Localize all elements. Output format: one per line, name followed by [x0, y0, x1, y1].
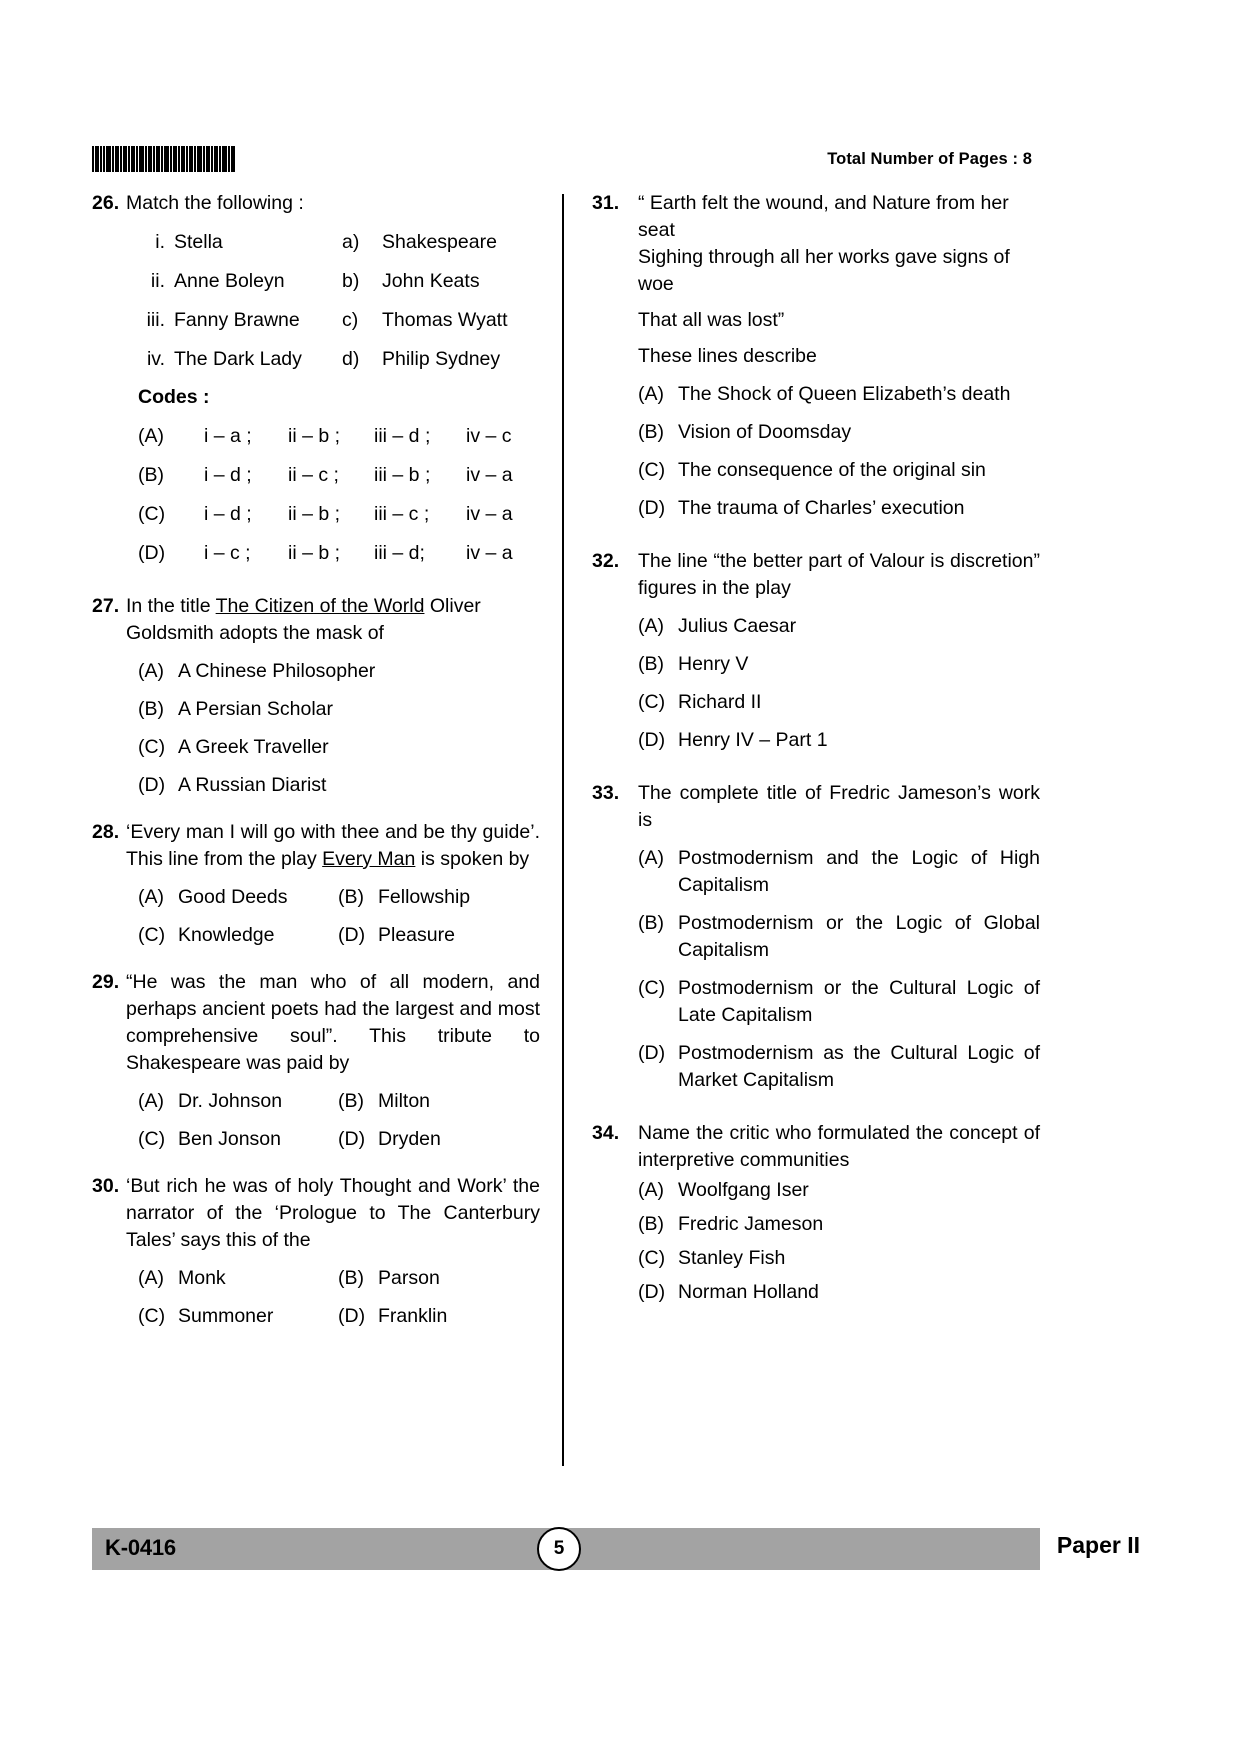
page-header: [92, 140, 1032, 186]
option-row: [138, 1126, 540, 1153]
option-key: (A): [138, 886, 164, 908]
option-value: Good Deeds: [178, 886, 288, 908]
code-pair-4: iv – a: [466, 464, 513, 486]
option-value: Parson: [378, 1267, 440, 1289]
option-row: [638, 910, 1040, 964]
code-pair-1: i – a ;: [204, 425, 252, 447]
barcode: [92, 146, 236, 172]
match-right-item: Philip Sydney: [382, 348, 501, 370]
option-value: Julius Caesar: [678, 615, 797, 637]
match-left-item: Anne Boleyn: [174, 270, 285, 292]
match-row: [138, 340, 540, 379]
match-letter: c): [342, 309, 359, 331]
stem-pre: In the title: [126, 595, 216, 617]
option-row: [138, 922, 540, 949]
option-value: A Greek Traveller: [178, 736, 329, 758]
option-value: Postmodernism and the Logic of High Capitalism: [678, 847, 1040, 896]
option-value: Postmodernism as the Cultural Logic of Market Capitalism: [678, 1042, 1040, 1091]
option-row: [638, 975, 1040, 1029]
option-value: Fellowship: [378, 886, 471, 908]
option-list: [638, 613, 1040, 754]
option-key: (B): [638, 912, 664, 934]
code-pair-2: ii – b ;: [288, 425, 341, 447]
question-number: 28.: [92, 821, 120, 843]
option-value: A Russian Diarist: [178, 774, 327, 796]
option-key: (A): [638, 615, 664, 637]
stem-underlined-title: The Citizen of the World: [215, 595, 425, 617]
poem-line: That all was lost”: [638, 309, 785, 331]
match-letter: a): [342, 231, 360, 253]
option-key: (D): [638, 497, 666, 519]
code-key: (A): [138, 425, 164, 447]
option-list: [138, 884, 540, 949]
option-value: Norman Holland: [678, 1281, 819, 1303]
code-pair-1: i – d ;: [204, 464, 252, 486]
option-value: The Shock of Queen Elizabeth’s death: [678, 383, 1011, 405]
option-value: Henry IV – Part 1: [678, 729, 828, 751]
page-number-badge: 5: [537, 1527, 581, 1571]
option-key: (A): [638, 383, 664, 405]
question-stem: “He was the man who of all modern, and perhaps ancient poets had the largest and most comprehensive soul”. This tribute to Shakespeare was paid by: [126, 971, 540, 1074]
match-roman: i.: [155, 231, 165, 253]
option-key: (B): [138, 698, 164, 720]
option-row: [638, 1211, 1040, 1238]
option-key: (D): [338, 924, 366, 946]
option-row: [138, 772, 540, 799]
option-key: (C): [638, 459, 666, 481]
option-key: (C): [638, 1247, 666, 1269]
option-key: (D): [638, 1281, 666, 1303]
code-key: (D): [138, 542, 166, 564]
code-pair-4: iv – c: [466, 425, 512, 447]
option-row: [638, 419, 1040, 446]
option-row: [638, 651, 1040, 678]
match-right-item: Thomas Wyatt: [382, 309, 508, 331]
match-right-item: John Keats: [382, 270, 480, 292]
option-key: (B): [638, 653, 664, 675]
option-value: Ben Jonson: [178, 1128, 281, 1150]
option-row: [138, 1265, 540, 1292]
option-row: [638, 1245, 1040, 1272]
question-number: 34.: [592, 1122, 620, 1144]
stem-pre: ‘Every man I will go with thee and be thy guide’. This line from the play: [126, 821, 540, 870]
code-key: (C): [138, 503, 166, 525]
code-option: [138, 495, 540, 534]
code-key: (B): [138, 464, 164, 486]
stem-post: is spoken by: [415, 848, 530, 870]
question-29: [92, 969, 540, 1153]
option-row: [138, 734, 540, 761]
option-value: Fredric Jameson: [678, 1213, 824, 1235]
option-key: (D): [638, 729, 666, 751]
question-26: [92, 190, 540, 573]
option-value: The consequence of the original sin: [678, 459, 986, 481]
option-row: [638, 381, 1040, 408]
code-pair-2: ii – b ;: [288, 542, 341, 564]
option-list: [638, 845, 1040, 1094]
footer-paper-code: K-0416: [105, 1535, 176, 1560]
option-value: The trauma of Charles’ execution: [678, 497, 965, 519]
right-column: [592, 190, 1040, 1480]
code-pair-4: iv – a: [466, 542, 513, 564]
option-key: (D): [638, 1042, 666, 1064]
option-key: (A): [138, 1267, 164, 1289]
question-number: 27.: [92, 595, 120, 617]
question-stem: The line “the better part of Valour is discretion” figures in the play: [638, 550, 1040, 599]
code-pair-3: iii – b ;: [374, 464, 431, 486]
option-value: Vision of Doomsday: [678, 421, 852, 443]
question-31: [592, 190, 1040, 522]
option-key: (A): [138, 1090, 164, 1112]
code-option: [138, 417, 540, 456]
question-number: 31.: [592, 192, 620, 214]
match-table: [138, 223, 540, 379]
code-pair-3: iii – d;: [374, 542, 425, 564]
option-key: (D): [338, 1305, 366, 1327]
option-value: A Persian Scholar: [178, 698, 334, 720]
option-value: Dryden: [378, 1128, 441, 1150]
option-row: [638, 689, 1040, 716]
question-columns: [92, 190, 1040, 1480]
question-number: 26.: [92, 192, 120, 214]
option-value: Knowledge: [178, 924, 275, 946]
option-key: (D): [338, 1128, 366, 1150]
option-key: (B): [638, 421, 664, 443]
option-key: (C): [638, 691, 666, 713]
codes-label: Codes :: [138, 386, 210, 408]
option-row: [638, 1279, 1040, 1306]
option-value: Franklin: [378, 1305, 448, 1327]
question-number: 30.: [92, 1175, 120, 1197]
option-value: A Chinese Philosopher: [178, 660, 376, 682]
option-value: Henry V: [678, 653, 749, 675]
option-value: Postmodernism or the Logic of Global Capitalism: [678, 912, 1040, 961]
match-row: [138, 301, 540, 340]
option-key: (C): [138, 736, 166, 758]
match-left-item: Stella: [174, 231, 223, 253]
option-value: Richard II: [678, 691, 762, 713]
option-row: [638, 1177, 1040, 1204]
stem-post: Oliver Goldsmith adopts the mask of: [126, 595, 481, 644]
code-pair-1: i – c ;: [204, 542, 251, 564]
match-row: [138, 223, 540, 262]
code-pair-3: iii – c ;: [374, 503, 430, 525]
question-34: [592, 1120, 1040, 1306]
option-value: Monk: [178, 1267, 226, 1289]
match-roman: iii.: [146, 309, 165, 331]
option-row: [638, 457, 1040, 484]
question-number: 32.: [592, 550, 620, 572]
left-column: [92, 190, 540, 1480]
code-pair-4: iv – a: [466, 503, 513, 525]
option-row: [638, 845, 1040, 899]
option-list: [138, 658, 540, 799]
poem-line: Sighing through all her works gave signs of woe: [638, 246, 1010, 295]
option-row: [638, 727, 1040, 754]
option-key: (C): [138, 1128, 166, 1150]
option-value: Summoner: [178, 1305, 274, 1327]
code-option: [138, 534, 540, 573]
option-list: [638, 381, 1040, 522]
stem-after: These lines describe: [638, 345, 817, 367]
option-value: Dr. Johnson: [178, 1090, 283, 1112]
option-row: [638, 613, 1040, 640]
question-stem: Name the critic who formulated the concept of interpretive communities: [638, 1122, 1040, 1171]
question-stem: [638, 190, 1040, 370]
option-value: Milton: [378, 1090, 431, 1112]
option-key: (D): [138, 774, 166, 796]
question-stem: ‘But rich he was of holy Thought and Work’ the narrator of the ‘Prologue to The Canterbury Tales’ says this of the: [126, 1175, 540, 1251]
option-key: (C): [138, 924, 166, 946]
option-key: (A): [638, 847, 664, 869]
match-letter: d): [342, 348, 360, 370]
option-value: Postmodernism or the Cultural Logic of Late Capitalism: [678, 977, 1040, 1026]
question-stem: [126, 819, 540, 873]
option-key: (C): [138, 1305, 166, 1327]
option-row: [138, 1303, 540, 1330]
option-key: (B): [338, 1090, 364, 1112]
option-value: Pleasure: [378, 924, 455, 946]
question-33: [592, 780, 1040, 1094]
match-left-item: Fanny Brawne: [174, 309, 300, 331]
option-list: [638, 1177, 1040, 1306]
option-row: [138, 884, 540, 911]
option-key: (B): [338, 886, 364, 908]
code-pair-2: ii – b ;: [288, 503, 341, 525]
code-pair-2: ii – c ;: [288, 464, 339, 486]
option-key: (B): [338, 1267, 364, 1289]
option-key: (B): [638, 1213, 664, 1235]
match-left-item: The Dark Lady: [174, 348, 302, 370]
question-28: [92, 819, 540, 949]
option-key: (C): [638, 977, 666, 999]
option-row: [138, 658, 540, 685]
total-pages-note: Total Number of Pages : 8: [827, 150, 1032, 168]
code-pair-3: iii – d ;: [374, 425, 431, 447]
match-roman: ii.: [150, 270, 165, 292]
option-row: [638, 1040, 1040, 1094]
question-stem: Match the following :: [126, 192, 304, 214]
option-row: [138, 696, 540, 723]
option-row: [638, 495, 1040, 522]
question-32: [592, 548, 1040, 754]
question-number: 33.: [592, 782, 620, 804]
match-row: [138, 262, 540, 301]
code-pair-1: i – d ;: [204, 503, 252, 525]
option-key: (A): [138, 660, 164, 682]
question-stem: The complete title of Fredric Jameson’s work is: [638, 782, 1040, 831]
stem-underlined-title: Every Man: [322, 848, 416, 870]
option-key: (A): [638, 1179, 664, 1201]
option-value: Woolfgang Iser: [678, 1179, 809, 1201]
match-roman: iv.: [146, 348, 165, 370]
poem-line: “ Earth felt the wound, and Nature from her seat: [638, 192, 1009, 241]
match-right-item: Shakespeare: [382, 231, 497, 253]
question-27: [92, 593, 540, 799]
column-divider: [562, 194, 564, 1466]
question-30: [92, 1173, 540, 1330]
option-list: [138, 1265, 540, 1330]
footer-paper-label: Paper II: [1045, 1526, 1148, 1563]
option-list: [138, 1088, 540, 1153]
question-stem: [126, 593, 540, 647]
option-value: Stanley Fish: [678, 1247, 786, 1269]
match-letter: b): [342, 270, 360, 292]
code-option: [138, 456, 540, 495]
question-number: 29.: [92, 971, 120, 993]
option-row: [138, 1088, 540, 1115]
